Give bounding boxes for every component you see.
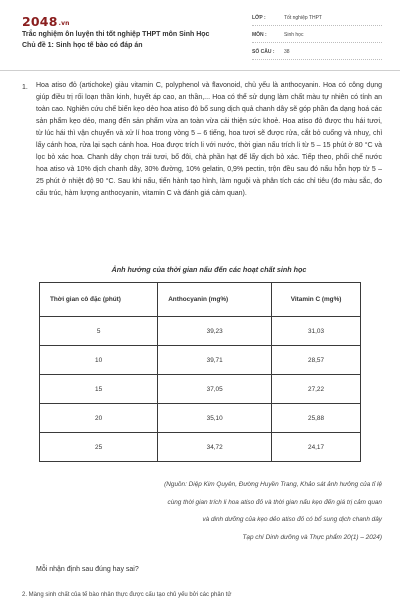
cell-vitamin-c: 27,22	[272, 375, 361, 404]
cell-time: 5	[40, 317, 158, 346]
cell-vitamin-c: 28,57	[272, 346, 361, 375]
table-header-row	[40, 283, 361, 317]
question-passage: Hoa atiso đỏ (artichoke) giàu vitamin C, polyphenol và flavonoid, chủ yếu là anthocyanin. Hoa có công dụng giúp điều trị rối loạn thần kinh, huyết áp cao, an thần,... Hoa có thể sử dụng làm chất màu tự nhiên có tính an toàn cao. Nghiên cứu chế biến kẹo dẻo hoa atiso đỏ bổ sung dịch quả chanh dây sẽ góp phần đa dạng hoá các sản phẩm kẹo dẻo, mang đến sản phẩm vừa an toàn vừa cải thiện sức khoẻ. Hoa atiso đỏ được thu hái tươi, từ lúc hái thì vận chuyển và xử lí hoa trong vòng 5 – 6 tiếng, hoa tươi sẽ được rửa, cắt bỏ cuống và nhuỵ, chỉ lấy cánh hoa, rửa lại sạch cánh hoa. Hoa được trích li với nước, thời gian nấu trích li từ 5 – 15 phút ở 80 °C và lọc bỏ xác hoa. Chanh dây chọn trái tươi, bổ đôi, chà phần hạt để lấy dịch bỏ xác. Tiếp theo, phối chế nước hoa atiso và 10% dịch chanh dây, 30% đường, 10% gelatin, 0,9% pectin, trộn đều sau đó nấu hỗn hợp từ 5 – 25 phút ở nhiệt độ 90 °C. Sau khi nấu, tiến hành tạo hình, làm nguội và phân tích các chỉ tiêu (đo màu sắc, đo cấu trúc, hàm lượng anthocyanin, vitamin C và đánh giá cảm quan).	[36, 82, 383, 197]
meta-subject-label: MÔN :	[252, 32, 267, 38]
meta-class-label: LỚP :	[252, 15, 266, 21]
logo-suffix: .vn	[58, 20, 70, 27]
meta-question-count	[252, 46, 382, 60]
source-line: và dinh dưỡng của kẹo dẻo atiso đỏ có bổ sung dịch chanh dây	[202, 516, 382, 523]
source-citation	[72, 476, 382, 546]
header-time: Thời gian cô đặc (phút)	[40, 283, 158, 317]
cell-vitamin-c: 25,88	[272, 404, 361, 433]
cell-anthocyanin: 39,23	[158, 317, 272, 346]
header-vitamin-c: Vitamin C (mg%)	[272, 283, 361, 317]
meta-count-value: 38	[284, 49, 290, 55]
cell-time: 15	[40, 375, 158, 404]
site-logo[interactable]	[22, 14, 70, 29]
quiz-topic: Chủ đề 1: Sinh học tế bào có đáp án	[22, 42, 143, 49]
question-number: 1.	[22, 84, 28, 91]
quiz-title: Trắc nghiệm ôn luyện thi tốt nghiệp THPT môn Sinh Học	[22, 31, 210, 38]
meta-class	[252, 12, 382, 26]
cell-anthocyanin: 37,05	[158, 375, 272, 404]
table-row	[40, 404, 361, 433]
source-line: (Nguồn: Diệp Kim Quyên, Đường Huyền Trang, Khảo sát ảnh hưởng của tỉ lệ	[164, 481, 382, 488]
cell-time: 25	[40, 433, 158, 462]
data-table	[39, 282, 361, 462]
meta-class-value: Tốt nghiệp THPT	[284, 15, 322, 21]
meta-subject-value: Sinh học	[284, 32, 304, 38]
table-row	[40, 317, 361, 346]
cell-vitamin-c: 24,17	[272, 433, 361, 462]
table-caption: Ảnh hưởng của thời gian nấu đến các hoạt chất sinh học	[111, 265, 307, 274]
meta-subject	[252, 29, 382, 43]
header-divider	[0, 70, 400, 71]
table-row	[40, 375, 361, 404]
cell-anthocyanin: 34,72	[158, 433, 272, 462]
next-question-preview: 2. Màng sinh chất của tế bào nhân thực được cấu tạo chủ yếu bởi các phân tử	[22, 592, 232, 598]
cell-time: 10	[40, 346, 158, 375]
source-line: Tạp chí Dinh dưỡng và Thực phẩm 20(1) – 2024)	[242, 533, 382, 541]
cell-anthocyanin: 35,10	[158, 404, 272, 433]
source-line: cùng thời gian trích li hoa atiso đỏ và thời gian nấu kẹo đến giá trị cảm quan	[167, 498, 382, 506]
cell-time: 20	[40, 404, 158, 433]
cell-anthocyanin: 39,71	[158, 346, 272, 375]
meta-count-label: SỐ CÂU :	[252, 49, 275, 55]
header-anthocyanin: Anthocyanin (mg%)	[158, 283, 272, 317]
cell-vitamin-c: 31,03	[272, 317, 361, 346]
question-prompt: Mỗi nhận định sau đúng hay sai?	[36, 566, 139, 573]
table-row	[40, 346, 361, 375]
page-header	[0, 0, 400, 62]
table-row	[40, 433, 361, 462]
logo-main: 2048	[22, 14, 58, 29]
